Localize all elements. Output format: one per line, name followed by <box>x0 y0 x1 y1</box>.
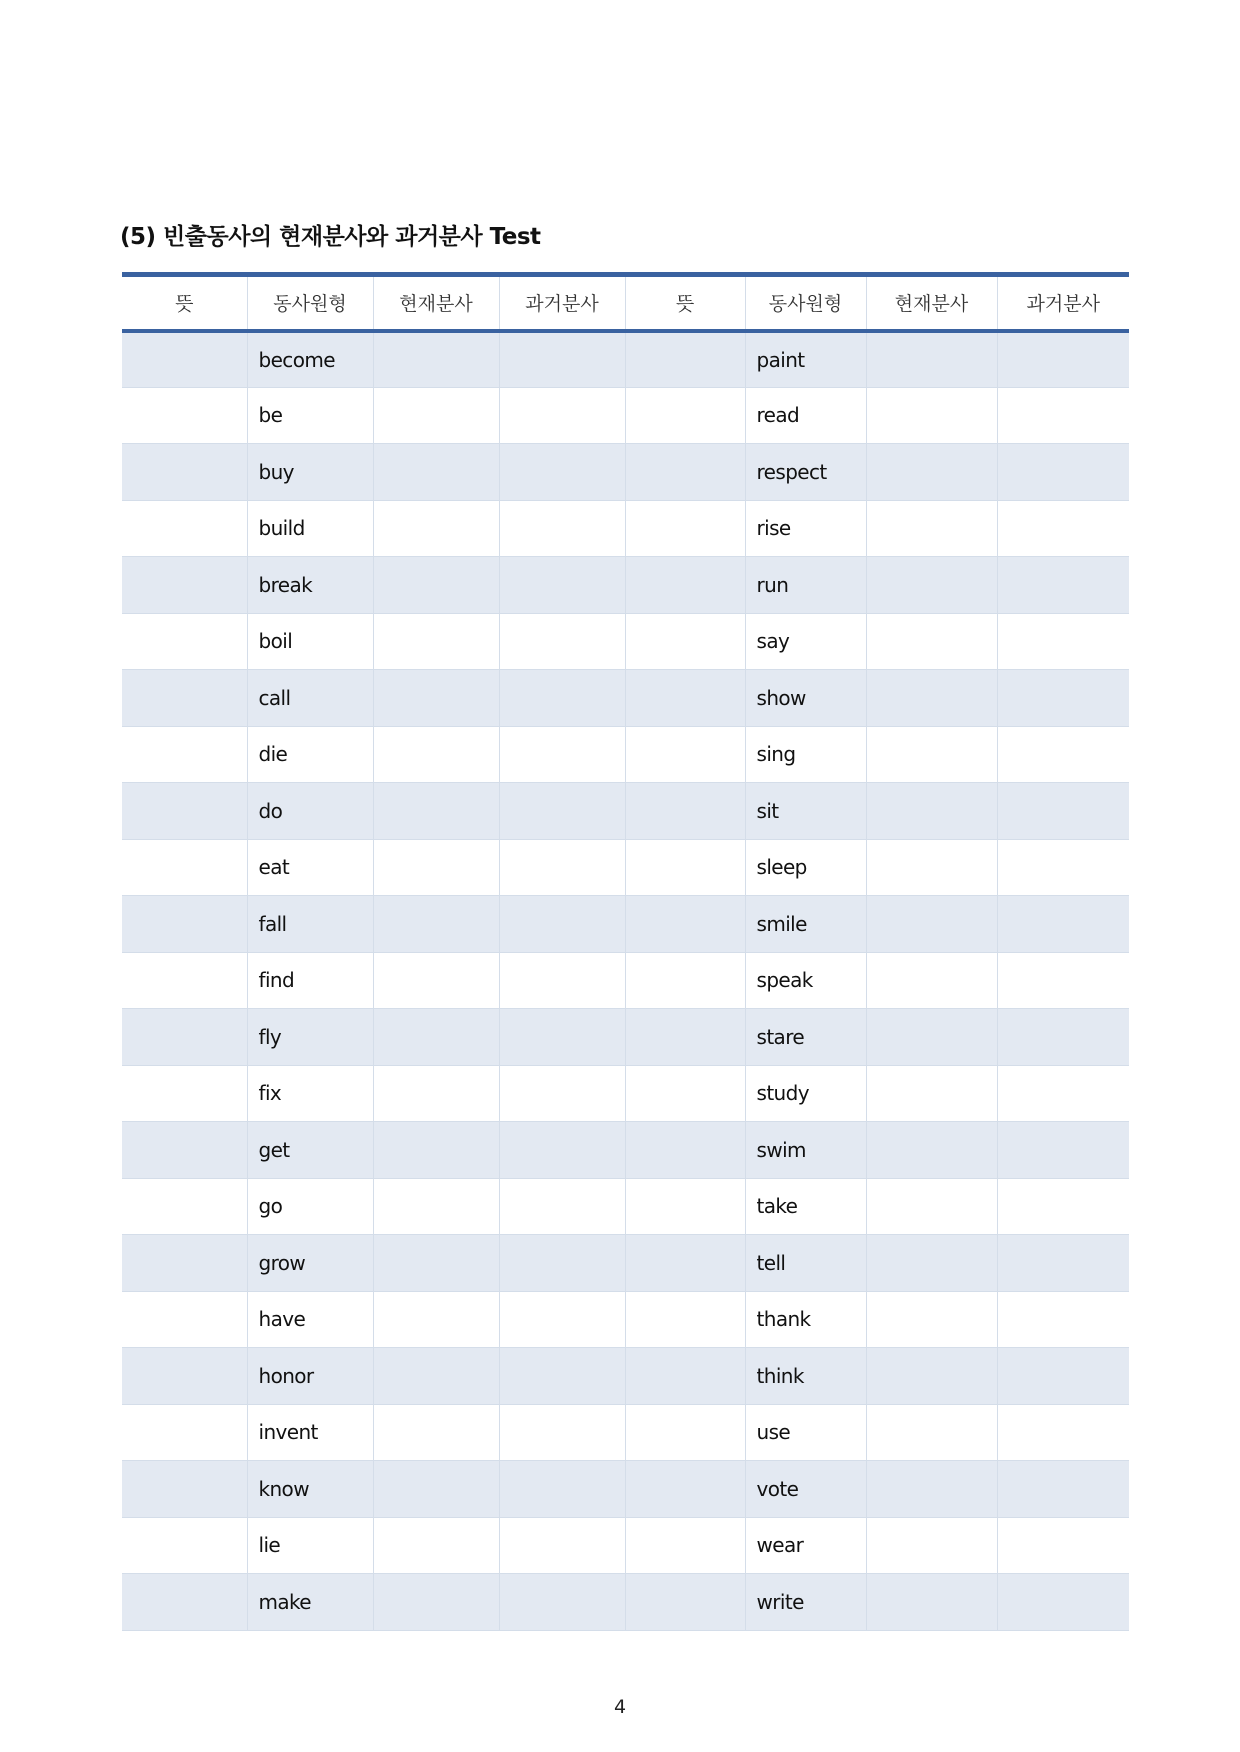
past-participle-cell-left[interactable] <box>499 952 625 1009</box>
base-form-left: build <box>247 500 373 557</box>
base-form-left: boil <box>247 613 373 670</box>
base-form-right: sit <box>745 783 866 840</box>
past-participle-cell-left[interactable] <box>499 1404 625 1461</box>
past-participle-cell-right[interactable] <box>997 726 1129 783</box>
base-form-left: eat <box>247 839 373 896</box>
present-participle-cell-left[interactable] <box>373 387 499 444</box>
table-row <box>122 1517 1129 1574</box>
past-participle-cell-right[interactable] <box>997 896 1129 953</box>
meaning-cell-left[interactable] <box>122 500 247 557</box>
header-past-participle-right: 과거분사 <box>997 275 1129 331</box>
past-participle-cell-left[interactable] <box>499 1574 625 1631</box>
meaning-cell-right[interactable] <box>625 331 745 388</box>
meaning-cell-right[interactable] <box>625 670 745 727</box>
meaning-cell-right[interactable] <box>625 1404 745 1461</box>
verb-test-table <box>122 272 1129 1631</box>
present-participle-cell-left[interactable] <box>373 331 499 388</box>
present-participle-cell-left[interactable] <box>373 952 499 1009</box>
present-participle-cell-right[interactable] <box>866 1404 997 1461</box>
present-participle-cell-left[interactable] <box>373 783 499 840</box>
table-row <box>122 1291 1129 1348</box>
table-row <box>122 1178 1129 1235</box>
present-participle-cell-left[interactable] <box>373 1517 499 1574</box>
base-form-left: do <box>247 783 373 840</box>
table-row <box>122 331 1129 388</box>
present-participle-cell-right[interactable] <box>866 783 997 840</box>
base-form-right: think <box>745 1348 866 1405</box>
present-participle-cell-left[interactable] <box>373 613 499 670</box>
present-participle-cell-left[interactable] <box>373 1065 499 1122</box>
past-participle-cell-left[interactable] <box>499 726 625 783</box>
present-participle-cell-left[interactable] <box>373 670 499 727</box>
past-participle-cell-left[interactable] <box>499 670 625 727</box>
base-form-left: buy <box>247 444 373 501</box>
table-row <box>122 387 1129 444</box>
present-participle-cell-left[interactable] <box>373 557 499 614</box>
base-form-right: read <box>745 387 866 444</box>
table-row <box>122 670 1129 727</box>
meaning-cell-right[interactable] <box>625 1517 745 1574</box>
base-form-left: die <box>247 726 373 783</box>
base-form-right: smile <box>745 896 866 953</box>
base-form-right: swim <box>745 1122 866 1179</box>
base-form-left: go <box>247 1178 373 1235</box>
header-base-form-left: 동사원형 <box>247 275 373 331</box>
meaning-cell-left[interactable] <box>122 1517 247 1574</box>
meaning-cell-left[interactable] <box>122 1122 247 1179</box>
present-participle-cell-right[interactable] <box>866 500 997 557</box>
past-participle-cell-left[interactable] <box>499 1235 625 1292</box>
base-form-left: find <box>247 952 373 1009</box>
meaning-cell-left[interactable] <box>122 726 247 783</box>
meaning-cell-right[interactable] <box>625 1291 745 1348</box>
meaning-cell-left[interactable] <box>122 1461 247 1518</box>
past-participle-cell-left[interactable] <box>499 387 625 444</box>
past-participle-cell-right[interactable] <box>997 387 1129 444</box>
past-participle-cell-left[interactable] <box>499 839 625 896</box>
base-form-left: have <box>247 1291 373 1348</box>
present-participle-cell-right[interactable] <box>866 1517 997 1574</box>
meaning-cell-right[interactable] <box>625 613 745 670</box>
present-participle-cell-right[interactable] <box>866 726 997 783</box>
present-participle-cell-right[interactable] <box>866 1348 997 1405</box>
present-participle-cell-right[interactable] <box>866 331 997 388</box>
present-participle-cell-left[interactable] <box>373 1461 499 1518</box>
base-form-right: show <box>745 670 866 727</box>
past-participle-cell-right[interactable] <box>997 1517 1129 1574</box>
past-participle-cell-right[interactable] <box>997 783 1129 840</box>
table-row <box>122 1009 1129 1066</box>
past-participle-cell-right[interactable] <box>997 952 1129 1009</box>
present-participle-cell-left[interactable] <box>373 1348 499 1405</box>
meaning-cell-left[interactable] <box>122 1009 247 1066</box>
meaning-cell-left[interactable] <box>122 670 247 727</box>
past-participle-cell-left[interactable] <box>499 1291 625 1348</box>
past-participle-cell-right[interactable] <box>997 500 1129 557</box>
present-participle-cell-left[interactable] <box>373 444 499 501</box>
meaning-cell-right[interactable] <box>625 1009 745 1066</box>
base-form-left: fly <box>247 1009 373 1066</box>
past-participle-cell-left[interactable] <box>499 1348 625 1405</box>
meaning-cell-left[interactable] <box>122 444 247 501</box>
base-form-left: invent <box>247 1404 373 1461</box>
meaning-cell-right[interactable] <box>625 726 745 783</box>
meaning-cell-right[interactable] <box>625 1574 745 1631</box>
present-participle-cell-right[interactable] <box>866 839 997 896</box>
table-header-row <box>122 275 1129 331</box>
meaning-cell-left[interactable] <box>122 896 247 953</box>
past-participle-cell-right[interactable] <box>997 1461 1129 1518</box>
base-form-left: fall <box>247 896 373 953</box>
present-participle-cell-left[interactable] <box>373 726 499 783</box>
base-form-right: sleep <box>745 839 866 896</box>
meaning-cell-right[interactable] <box>625 1235 745 1292</box>
present-participle-cell-right[interactable] <box>866 896 997 953</box>
meaning-cell-right[interactable] <box>625 1348 745 1405</box>
past-participle-cell-right[interactable] <box>997 557 1129 614</box>
meaning-cell-left[interactable] <box>122 331 247 388</box>
present-participle-cell-left[interactable] <box>373 1574 499 1631</box>
table-row <box>122 1065 1129 1122</box>
meaning-cell-right[interactable] <box>625 500 745 557</box>
meaning-cell-right[interactable] <box>625 1065 745 1122</box>
header-past-participle-left: 과거분사 <box>499 275 625 331</box>
present-participle-cell-right[interactable] <box>866 1009 997 1066</box>
past-participle-cell-right[interactable] <box>997 670 1129 727</box>
past-participle-cell-left[interactable] <box>499 1122 625 1179</box>
present-participle-cell-right[interactable] <box>866 1065 997 1122</box>
table-row <box>122 952 1129 1009</box>
table-row <box>122 896 1129 953</box>
meaning-cell-left[interactable] <box>122 783 247 840</box>
base-form-left: be <box>247 387 373 444</box>
meaning-cell-right[interactable] <box>625 387 745 444</box>
table-row <box>122 444 1129 501</box>
base-form-right: study <box>745 1065 866 1122</box>
header-present-participle-right: 현재분사 <box>866 275 997 331</box>
meaning-cell-right[interactable] <box>625 896 745 953</box>
base-form-left: make <box>247 1574 373 1631</box>
page-title: (5) 빈출동사의 현재분사와 과거분사 Test <box>120 224 541 250</box>
present-participle-cell-right[interactable] <box>866 557 997 614</box>
base-form-right: rise <box>745 500 866 557</box>
present-participle-cell-right[interactable] <box>866 387 997 444</box>
meaning-cell-right[interactable] <box>625 839 745 896</box>
present-participle-cell-right[interactable] <box>866 1122 997 1179</box>
present-participle-cell-right[interactable] <box>866 1235 997 1292</box>
base-form-left: become <box>247 331 373 388</box>
present-participle-cell-left[interactable] <box>373 896 499 953</box>
present-participle-cell-right[interactable] <box>866 670 997 727</box>
past-participle-cell-right[interactable] <box>997 613 1129 670</box>
meaning-cell-left[interactable] <box>122 1178 247 1235</box>
present-participle-cell-right[interactable] <box>866 1461 997 1518</box>
past-participle-cell-left[interactable] <box>499 1517 625 1574</box>
past-participle-cell-left[interactable] <box>499 331 625 388</box>
meaning-cell-left[interactable] <box>122 1404 247 1461</box>
meaning-cell-right[interactable] <box>625 952 745 1009</box>
base-form-left: break <box>247 557 373 614</box>
table-row <box>122 1235 1129 1292</box>
base-form-right: write <box>745 1574 866 1631</box>
past-participle-cell-right[interactable] <box>997 839 1129 896</box>
past-participle-cell-right[interactable] <box>997 1065 1129 1122</box>
base-form-right: take <box>745 1178 866 1235</box>
base-form-left: fix <box>247 1065 373 1122</box>
past-participle-cell-right[interactable] <box>997 331 1129 388</box>
base-form-right: paint <box>745 331 866 388</box>
present-participle-cell-left[interactable] <box>373 1291 499 1348</box>
base-form-right: speak <box>745 952 866 1009</box>
present-participle-cell-left[interactable] <box>373 1009 499 1066</box>
meaning-cell-left[interactable] <box>122 839 247 896</box>
header-meaning-left: 뜻 <box>122 275 247 331</box>
past-participle-cell-right[interactable] <box>997 1348 1129 1405</box>
present-participle-cell-right[interactable] <box>866 952 997 1009</box>
meaning-cell-left[interactable] <box>122 1291 247 1348</box>
table-row <box>122 1461 1129 1518</box>
past-participle-cell-left[interactable] <box>499 1461 625 1518</box>
past-participle-cell-left[interactable] <box>499 783 625 840</box>
meaning-cell-left[interactable] <box>122 1065 247 1122</box>
meaning-cell-left[interactable] <box>122 1235 247 1292</box>
table-row <box>122 1348 1129 1405</box>
base-form-left: honor <box>247 1348 373 1405</box>
meaning-cell-right[interactable] <box>625 1122 745 1179</box>
base-form-right: say <box>745 613 866 670</box>
past-participle-cell-left[interactable] <box>499 613 625 670</box>
present-participle-cell-right[interactable] <box>866 613 997 670</box>
base-form-right: sing <box>745 726 866 783</box>
base-form-left: lie <box>247 1517 373 1574</box>
base-form-left: get <box>247 1122 373 1179</box>
header-meaning-right: 뜻 <box>625 275 745 331</box>
meaning-cell-left[interactable] <box>122 952 247 1009</box>
header-present-participle-left: 현재분사 <box>373 275 499 331</box>
base-form-right: vote <box>745 1461 866 1518</box>
base-form-left: grow <box>247 1235 373 1292</box>
past-participle-cell-right[interactable] <box>997 1178 1129 1235</box>
past-participle-cell-right[interactable] <box>997 1574 1129 1631</box>
base-form-left: know <box>247 1461 373 1518</box>
past-participle-cell-left[interactable] <box>499 1009 625 1066</box>
past-participle-cell-right[interactable] <box>997 1291 1129 1348</box>
past-participle-cell-left[interactable] <box>499 444 625 501</box>
meaning-cell-right[interactable] <box>625 1461 745 1518</box>
present-participle-cell-left[interactable] <box>373 1178 499 1235</box>
table-row <box>122 726 1129 783</box>
past-participle-cell-left[interactable] <box>499 1065 625 1122</box>
meaning-cell-left[interactable] <box>122 613 247 670</box>
table-row <box>122 1122 1129 1179</box>
past-participle-cell-right[interactable] <box>997 1235 1129 1292</box>
meaning-cell-right[interactable] <box>625 557 745 614</box>
present-participle-cell-left[interactable] <box>373 1235 499 1292</box>
past-participle-cell-right[interactable] <box>997 1122 1129 1179</box>
base-form-right: use <box>745 1404 866 1461</box>
base-form-right: run <box>745 557 866 614</box>
present-participle-cell-right[interactable] <box>866 1178 997 1235</box>
present-participle-cell-left[interactable] <box>373 1122 499 1179</box>
table-row <box>122 613 1129 670</box>
past-participle-cell-left[interactable] <box>499 896 625 953</box>
base-form-left: call <box>247 670 373 727</box>
past-participle-cell-right[interactable] <box>997 444 1129 501</box>
past-participle-cell-left[interactable] <box>499 500 625 557</box>
present-participle-cell-left[interactable] <box>373 839 499 896</box>
base-form-right: stare <box>745 1009 866 1066</box>
past-participle-cell-right[interactable] <box>997 1009 1129 1066</box>
present-participle-cell-left[interactable] <box>373 1404 499 1461</box>
meaning-cell-right[interactable] <box>625 1178 745 1235</box>
base-form-right: wear <box>745 1517 866 1574</box>
table-row <box>122 839 1129 896</box>
table-row <box>122 557 1129 614</box>
meaning-cell-left[interactable] <box>122 387 247 444</box>
base-form-right: thank <box>745 1291 866 1348</box>
meaning-cell-left[interactable] <box>122 557 247 614</box>
table-row <box>122 1404 1129 1461</box>
present-participle-cell-left[interactable] <box>373 500 499 557</box>
base-form-right: respect <box>745 444 866 501</box>
past-participle-cell-left[interactable] <box>499 557 625 614</box>
page-number: 4 <box>613 1696 627 1718</box>
meaning-cell-left[interactable] <box>122 1348 247 1405</box>
present-participle-cell-right[interactable] <box>866 1291 997 1348</box>
present-participle-cell-right[interactable] <box>866 444 997 501</box>
meaning-cell-right[interactable] <box>625 444 745 501</box>
table-row <box>122 783 1129 840</box>
table-row <box>122 1574 1129 1631</box>
table-row <box>122 500 1129 557</box>
past-participle-cell-left[interactable] <box>499 1178 625 1235</box>
meaning-cell-left[interactable] <box>122 1574 247 1631</box>
base-form-right: tell <box>745 1235 866 1292</box>
header-base-form-right: 동사원형 <box>745 275 866 331</box>
meaning-cell-right[interactable] <box>625 783 745 840</box>
present-participle-cell-right[interactable] <box>866 1574 997 1631</box>
past-participle-cell-right[interactable] <box>997 1404 1129 1461</box>
